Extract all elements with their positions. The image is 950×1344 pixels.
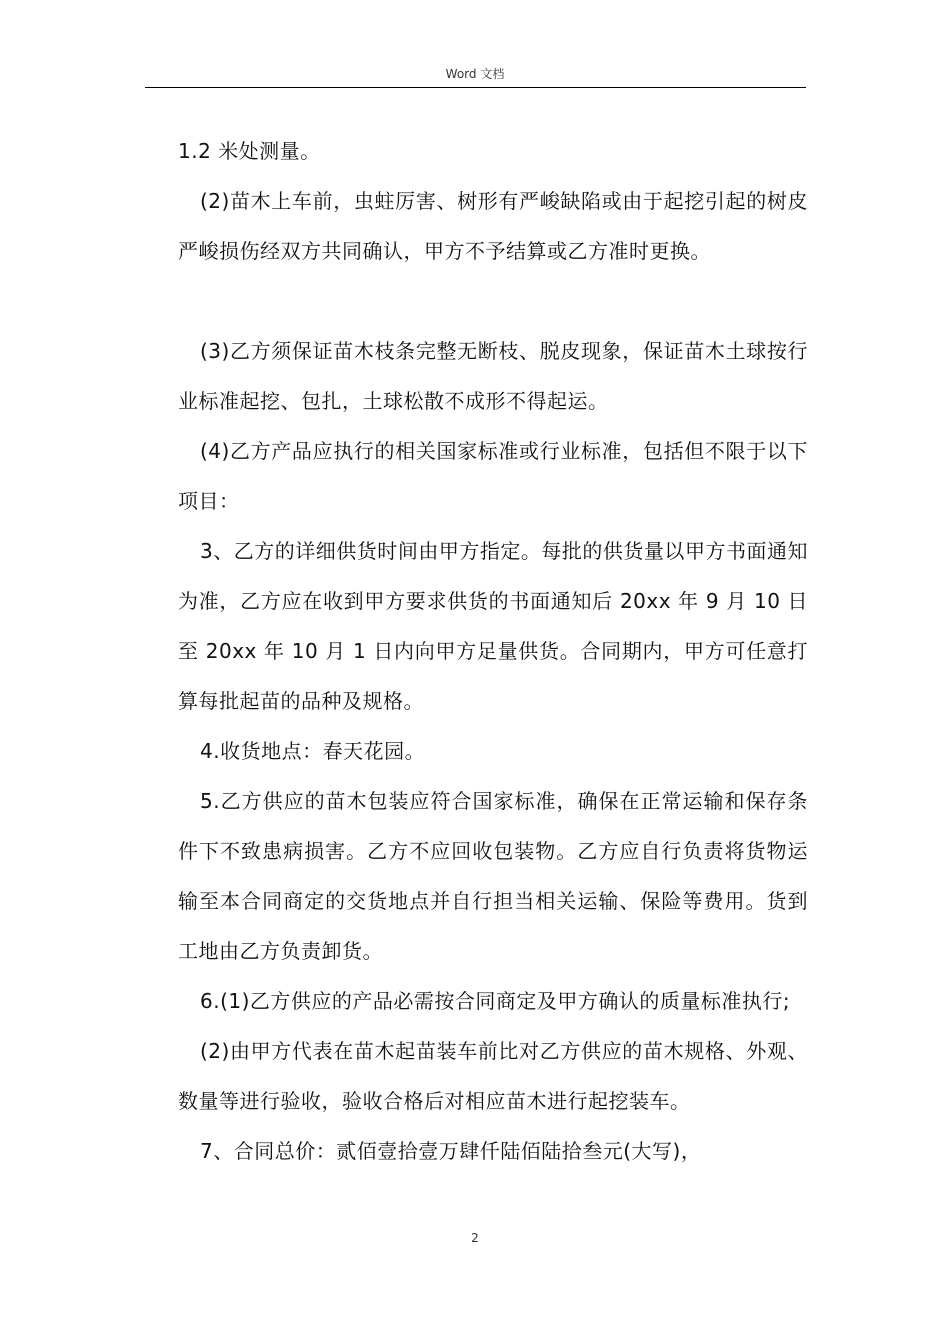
header-divider — [145, 87, 806, 88]
paragraph-5: 3、乙方的详细供货时间由甲方指定。每批的供货量以甲方书面通知为准，乙方应在收到甲方要求供货的书面通知后 20xx 年 9 月 10 日至 20xx 年 10 月 1 日内向甲方足量供货。合同期内，甲方可任意打算每批起苗的品种及规格。 — [178, 539, 808, 713]
paragraph-7: 5.乙方供应的苗木包装应符合国家标准，确保在正常运输和保存条件下不致患病损害。乙方不应回收包装物。乙方应自行负责将货物运输至本合同商定的交货地点并自行担当相关运输、保险等费用。货到工地由乙方负责卸货。 — [178, 789, 808, 963]
paragraph-4: (4)乙方产品应执行的相关国家标准或行业标准，包括但不限于以下项目： — [178, 439, 808, 513]
paragraph-10: 7、合同总价：贰佰壹拾壹万肆仟陆佰陆拾叁元(大写)， — [200, 1139, 702, 1163]
paragraph-6: 4.收货地点：春天花园。 — [200, 739, 426, 763]
page-number: 2 — [471, 1231, 479, 1245]
blank-line — [178, 276, 808, 326]
paragraph-9: (2)由甲方代表在苗木起苗装车前比对乙方供应的苗木规格、外观、数量等进行验收，验收合格后对相应苗木进行起挖装车。 — [178, 1039, 808, 1113]
paragraph-3: (3)乙方须保证苗木枝条完整无断枝、脱皮现象，保证苗木土球按行业标准起挖、包扎，土球松散不成形不得起运。 — [178, 339, 808, 413]
paragraph-8: 6.(1)乙方供应的产品必需按合同商定及甲方确认的质量标准执行; — [200, 989, 791, 1013]
page-header: Word 文档 — [445, 67, 505, 81]
paragraph-1: 1.2 米处测量。 — [178, 139, 321, 163]
document-body — [178, 126, 808, 1176]
paragraph-2: (2)苗木上车前，虫蛀厉害、树形有严峻缺陷或由于起挖引起的树皮严峻损伤经双方共同确认，甲方不予结算或乙方准时更换。 — [178, 189, 808, 263]
